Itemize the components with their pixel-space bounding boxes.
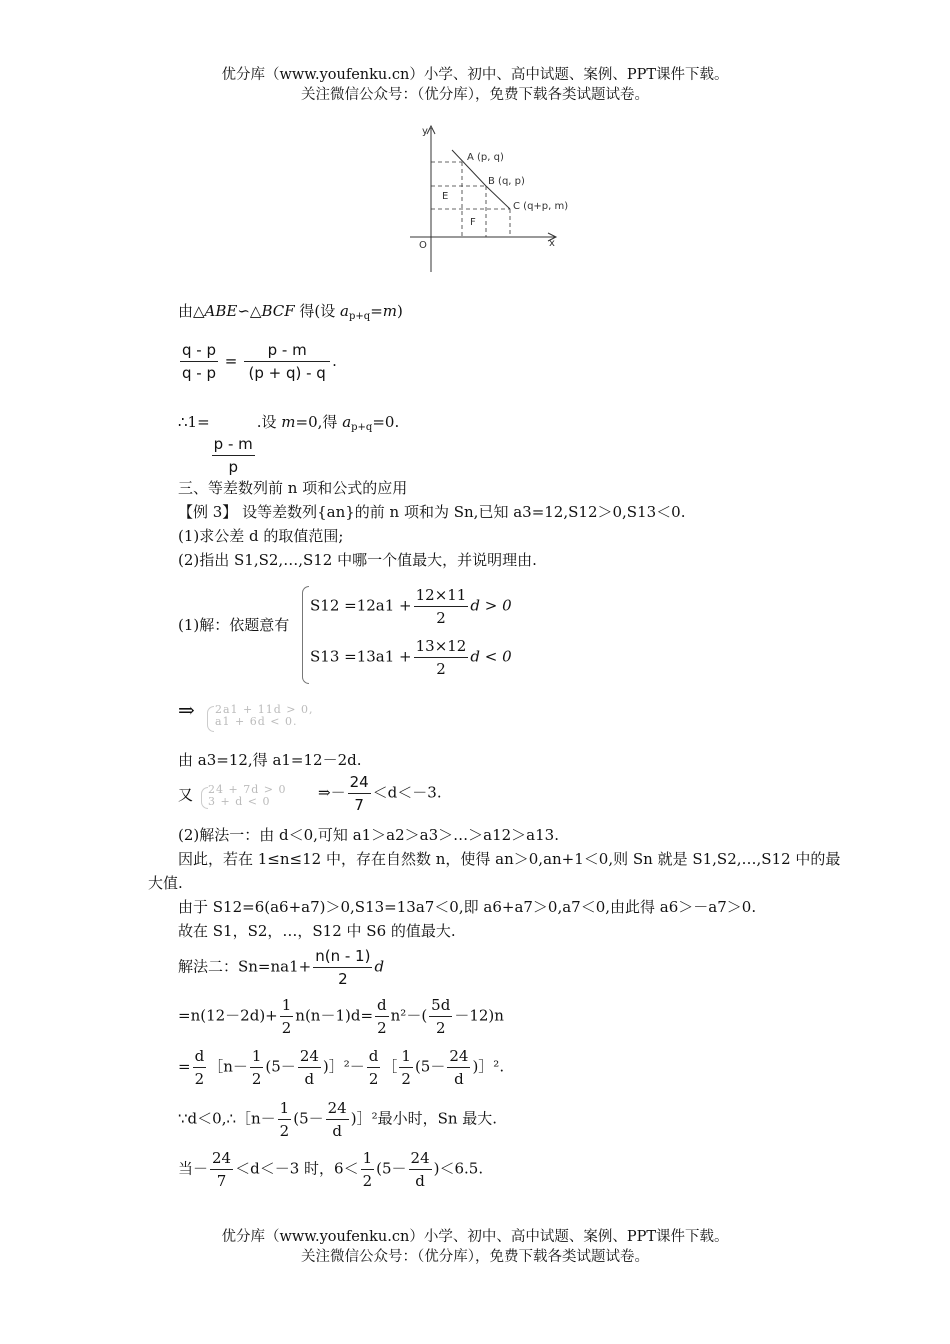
point-b-label: B (q, p) — [488, 176, 525, 187]
also-result: ⇒－ $\frac{24}{7}$ ＜d＜－3. — [318, 773, 442, 814]
method-2-line-1: 解法二：Sn=na1+ $\frac{n(n - 1)}{2}$ d — [178, 947, 385, 988]
therefore-line: ∴1= $\frac{p - m}{p}$ .设 m=0,得 $a_{p+q}=0$. — [178, 413, 400, 476]
method-2-line-2: =n(12－2d)+ $\frac{1}{2}$ n(n－1)d= $\frac{d}{2}$ n²－( $\frac{5d}{2}$ －12)n — [178, 996, 504, 1037]
solution-2-line-2: 因此，若在 1≤n≤12 中，存在自然数 n，使得 an＞0,an+1＜0,则 Sn 就是 S1,S2,…,S12 中的最 — [178, 850, 841, 868]
solution-2-line-3: 大值. — [148, 874, 183, 892]
also-system: 24 + 7d > 0 3 + d < 0 — [208, 783, 287, 808]
footer-line-2: 关注微信公众号：（优分库），免费下载各类试题试卷。 — [301, 1249, 649, 1265]
label-f: F — [470, 217, 476, 228]
method-2-line-5: 当－ $\frac{24}{7}$ ＜d＜－3 时，6＜ $\frac{1}{2}$ (5－ $\frac{24}{d}$ )＜6.5. — [178, 1149, 484, 1190]
label-e: E — [442, 191, 449, 202]
implies-brace — [207, 706, 214, 732]
from-a3-line: 由 a3=12,得 a1=12－2d. — [178, 751, 362, 769]
header-line-2: 关注微信公众号：（优分库），免费下载各类试题试卷。 — [301, 87, 649, 103]
implies-arrow: ⇒ — [178, 698, 195, 722]
similar-triangles-line: 由△ABE∽△BCF 得(设 $a_{p+q}=m$) — [178, 302, 403, 322]
also-brace — [201, 787, 208, 809]
system-brace — [302, 586, 309, 684]
system-row-2: S13 =13a1 + $\frac{13\times 12}{2}$ d < 0 — [310, 637, 512, 678]
origin-label: O — [419, 240, 427, 251]
solution-2-line-5: 故在 S1，S2，…，S12 中 S6 的值最大. — [178, 922, 456, 940]
header-line-1: 优分库（www.youfenku.cn）小学、初中、高中试题、案例、PPT课件下载。 — [221, 67, 729, 83]
y-label: y — [422, 126, 428, 137]
solution-2-line-4: 由于 S12=6(a6+a7)＞0,S13=13a7＜0,即 a6+a7＞0,a7＜0,由此得 a6＞－a7＞0. — [178, 898, 757, 916]
question-2: (2)指出 S1,S2,…,S12 中哪一个值最大，并说明理由. — [178, 551, 537, 569]
equation-ratio: $\frac{q - p}{q - p}$ = $\frac{p - m}{(p + q) - q}$ . — [182, 341, 337, 382]
system-row-1: S12 =12a1 + $\frac{12\times 11}{2}$ d > 0 — [310, 586, 512, 627]
question-1: (1)求公差 d 的取值范围; — [178, 527, 344, 545]
x-label: x — [549, 238, 555, 249]
also-label: 又 — [178, 786, 194, 804]
example-3-statement: 【例 3】 设等差数列{an}的前 n 项和为 Sn,已知 a3=12,S12＞0,S13＜0. — [178, 503, 686, 521]
section-heading: 三、等差数列前 n 项和公式的应用 — [178, 479, 408, 497]
solution-2-line-1: (2)解法一：由 d＜0,可知 a1＞a2＞a3＞…＞a12＞a13. — [178, 826, 559, 844]
point-c-label: C (q+p, m) — [513, 201, 569, 212]
point-a-label: A (p, q) — [467, 152, 504, 163]
solution-1-label: (1)解：依题意有 — [178, 616, 290, 634]
method-2-line-3: = $\frac{d}{2}$ ［n－ $\frac{1}{2}$ (5－ $\frac{24}{d}$ )］²－ $\frac{d}{2}$ ［ $\frac{1}{2}$ (5－ $\frac{24}{d}$ )］². — [178, 1047, 505, 1088]
implies-system: 2a1 + 11d > 0, a1 + 6d < 0. — [215, 703, 314, 728]
method-2-line-4: ∵d＜0,∴［n－ $\frac{1}{2}$ (5－ $\frac{24}{d}$ )］²最小时，Sn 最大. — [178, 1099, 498, 1140]
coordinate-figure — [400, 120, 580, 275]
footer-line-1: 优分库（www.youfenku.cn）小学、初中、高中试题、案例、PPT课件下载。 — [221, 1229, 729, 1245]
